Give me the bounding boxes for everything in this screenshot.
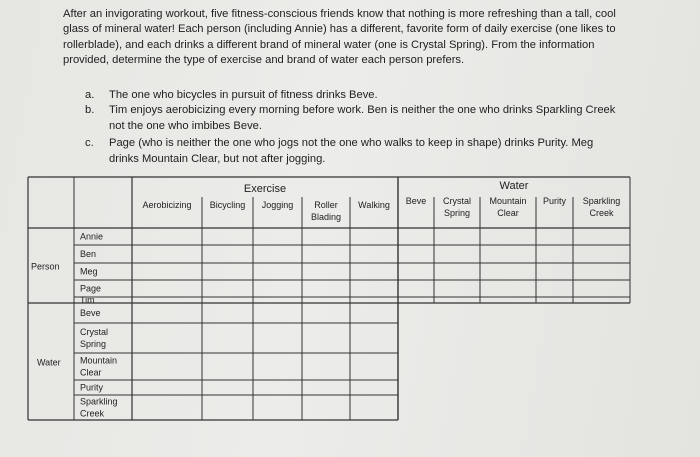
puzzle-intro: After an invigorating workout, five fitness-conscious friends know that nothing is more refreshing than a tall, cool glass of mineral water! Each person (including Annie) has a different, favorite form of daily exercise (one likes to rollerblade), and each drinks a different brand of mineral water (one is Crystal Spring). From the information provided, determine the type of exercise and brand of water each person prefers. [63, 8, 616, 67]
water-col-label: Crystal [442, 196, 472, 206]
water-row-name: Purity [80, 382, 104, 393]
water-col-label: Beve [405, 196, 427, 206]
person-name: Page [80, 283, 102, 294]
water-col-label: Purity [542, 196, 567, 206]
clue-letter: a. [85, 89, 95, 101]
exercise-col-label: Walking [358, 200, 390, 210]
water-row-name: Sparkling [80, 396, 118, 407]
exercise-header: Exercise [243, 183, 287, 195]
person-group-label: Person [31, 261, 60, 272]
clue-text: The one who bicycles in pursuit of fitness drinks Beve. [109, 89, 378, 101]
water-col-label: Mountain [489, 196, 527, 206]
exercise-col-label: Aerobicizing [142, 200, 192, 210]
person-name: Annie [80, 231, 104, 242]
exercise-col-label: Bicycling [209, 200, 246, 210]
exercise-col-label: Blading [310, 212, 342, 222]
exercise-col-label: Roller [314, 200, 338, 210]
water-col-label: Sparkling [582, 196, 621, 206]
water-col-label: Clear [497, 208, 519, 218]
water-row-name: Spring [80, 339, 107, 349]
person-name: Meg [80, 266, 98, 277]
water-row-name: Beve [80, 308, 101, 318]
water-row-name: Creek [80, 408, 105, 419]
water-group-label: Water [37, 357, 61, 368]
clue-text: Tim enjoys aerobicizing every morning before work. Ben is neither the one who drinks Sparkling Creek not the one who imbibes Beve. [109, 104, 616, 132]
water-header: Water [499, 180, 529, 192]
clue-letter: c. [85, 137, 94, 150]
water-col-label: Creek [589, 208, 614, 218]
water-row-name: Mountain [80, 355, 118, 366]
water-row-name: Clear [80, 367, 102, 378]
clue-letter: b. [85, 104, 95, 117]
water-col-label: Spring [443, 208, 471, 218]
water-row-name: Crystal [80, 327, 109, 337]
clue-text: Page (who is neither the one who jogs not the one who walks to keep in shape) drinks Purity. Meg drinks Mountain Clear, but not after jogging. [109, 137, 594, 165]
exercise-col-label: Jogging [261, 200, 294, 210]
person-name: Ben [80, 249, 97, 259]
person-name: Tim [80, 295, 95, 305]
